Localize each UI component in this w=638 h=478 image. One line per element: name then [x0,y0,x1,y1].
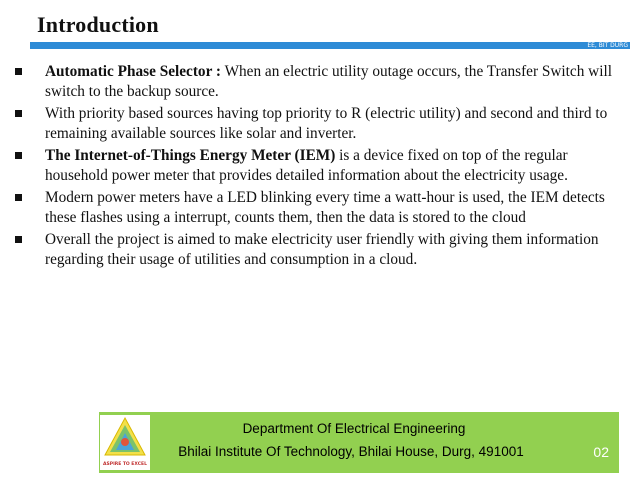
square-bullet-icon [15,194,22,201]
slide-title: Introduction [37,12,159,37]
bullet-item [14,146,618,185]
svg-text:ASPIRE TO EXCEL: ASPIRE TO EXCEL [103,462,147,467]
square-bullet-icon [15,110,22,117]
bullet-bold: The Internet-of-Things Energy Meter (IEM) [45,147,336,164]
bullet-text: Modern power meters have a LED blinking every time a watt-hour is used, the IEM detects these flashes using a interrupt, counts them, then the data is stored to the cloud [45,189,605,226]
bullet-item [14,104,618,143]
department-tag: EE, BIT DURG [587,42,628,49]
square-bullet-icon [15,152,22,159]
bullet-item [14,188,618,227]
bullet-list [14,62,618,272]
footer-bar [99,412,619,473]
square-bullet-icon [15,236,22,243]
bullet-bold: Automatic Phase Selector : [45,63,222,80]
title-bar [30,42,630,49]
footer-institute: Bhilai Institute Of Technology, Bhilai House, Durg, 491001 [178,444,524,459]
bullet-text: is a device fixed on top of the regular household power meter that provides detailed information about the electricity usage. [45,147,568,184]
page-number: 02 [593,444,609,460]
bullet-text: Overall the project is aimed to make electricity user friendly with giving them information regarding their usage of utilities and consumption in a cloud. [45,231,599,268]
footer-department: Department Of Electrical Engineering [242,421,466,436]
bullet-text: When an electric utility outage occurs, the Transfer Switch will switch to the backup source. [45,63,612,100]
bullet-text: With priority based sources having top priority to R (electric utility) and second and third to remaining available sources like solar and inverter. [45,105,608,142]
bullet-item [14,62,618,101]
square-bullet-icon [15,68,22,75]
bullet-item [14,230,618,269]
